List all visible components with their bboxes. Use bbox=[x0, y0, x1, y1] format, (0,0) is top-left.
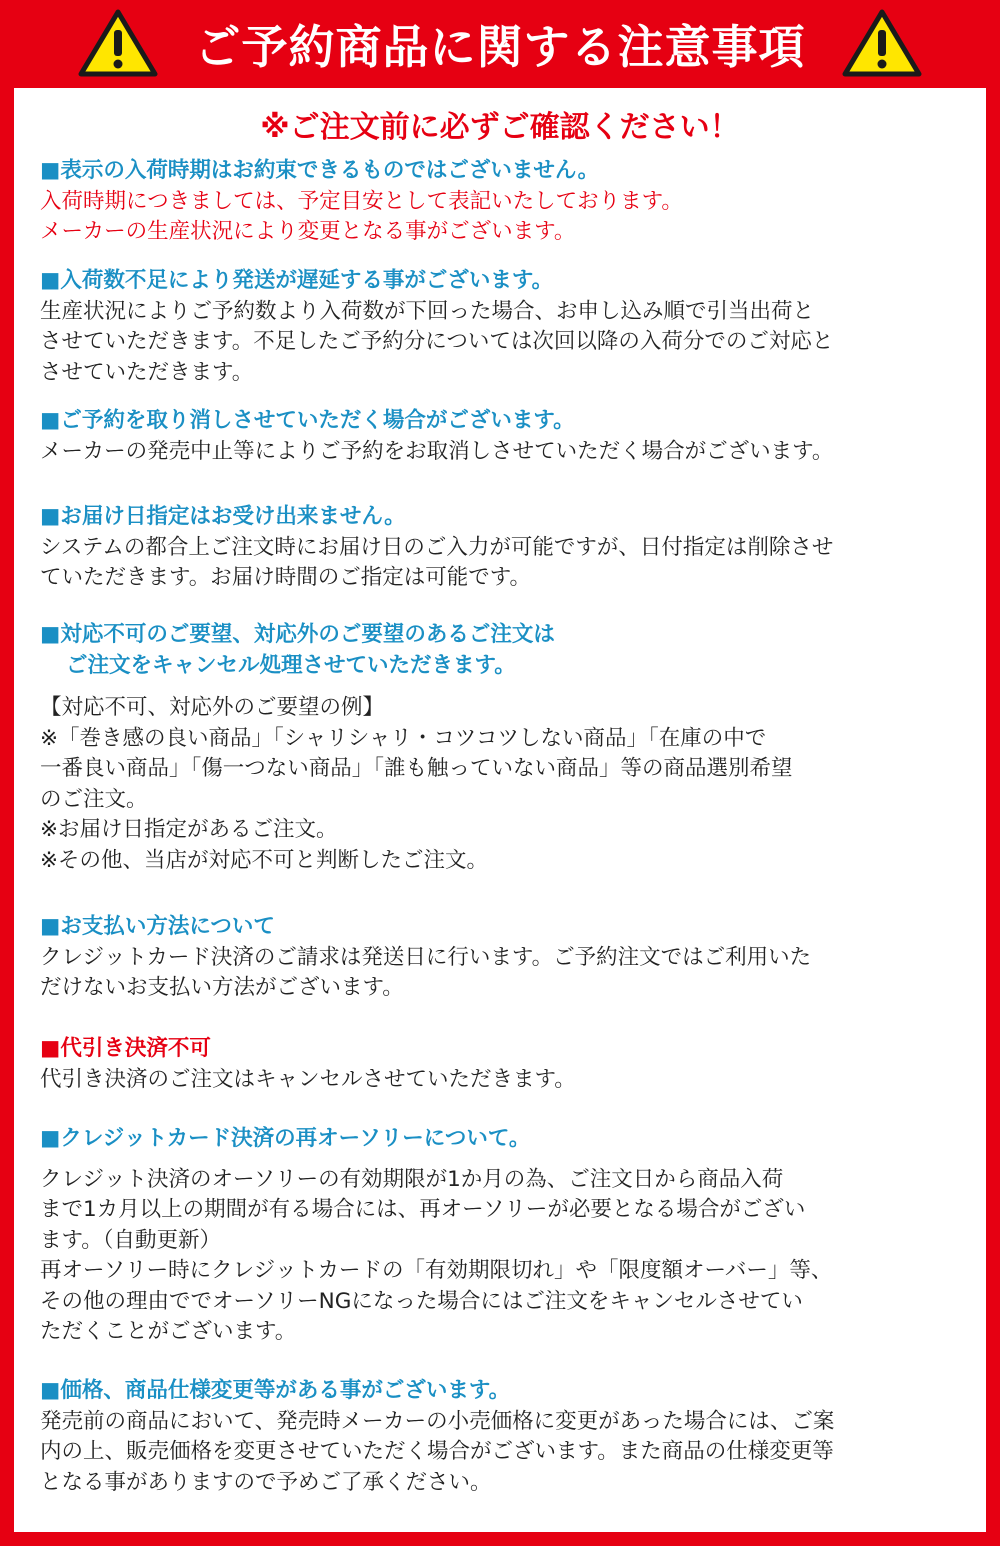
section-text: ※その他、当店が対応不可と判断したご注文。 bbox=[40, 847, 489, 873]
section-heading: ■価格、商品仕様変更等がある事がございます。 bbox=[40, 1378, 511, 1403]
header-banner bbox=[0, 0, 1000, 88]
section-text: 生産状況によりご予約数より入荷数が下回った場合、お申し込み順で引当出荷と bbox=[40, 298, 815, 324]
warning-triangle-icon bbox=[78, 8, 158, 78]
section-text: クレジット決済のオーソリーの有効期限が1か月の為、ご注文日から商品入荷 bbox=[40, 1166, 784, 1192]
section-heading: ■表示の入荷時期はお約束できるものではございません。 bbox=[40, 158, 600, 183]
section-heading: ■入荷数不足により発送が遅延する事がございます。 bbox=[40, 268, 554, 293]
section-text: ※「巻き感の良い商品」「シャリシャリ・コツコツしない商品」「在庫の中で bbox=[40, 725, 767, 751]
section-text: クレジットカード決済のご請求は発送日に行います。ご予約注文ではご利用いた bbox=[40, 944, 812, 970]
section-text: その他の理由ででオーソリーNGになった場合にはご注文をキャンセルさせてい bbox=[40, 1288, 803, 1314]
section-text: 代引き決済のご注文はキャンセルさせていただきます。 bbox=[40, 1066, 576, 1092]
warning-triangle-icon bbox=[842, 8, 922, 78]
section-heading: ■ご予約を取り消しさせていただく場合がございます。 bbox=[40, 408, 575, 433]
section-cod bbox=[40, 1034, 970, 1095]
section-heading: ■代引き決済不可 bbox=[40, 1036, 211, 1061]
content-panel bbox=[14, 88, 986, 1532]
section-heading: ■お届け日指定はお受け出来ません。 bbox=[40, 504, 406, 529]
section-text: メーカーの発売中止等によりご予約をお取消しさせていただく場合がございます。 bbox=[40, 438, 834, 464]
section-text: ていただきます。お届け時間のご指定は可能です。 bbox=[40, 565, 532, 590]
section-payment bbox=[40, 912, 970, 1004]
section-text: ます。（自動更新） bbox=[40, 1227, 222, 1253]
section-text: 一番良い商品」「傷一つない商品」「誰も触っていない商品」等の商品選別希望 bbox=[40, 756, 793, 781]
page-title: ご予約商品に関する注意事項 bbox=[194, 20, 806, 74]
section-shortage bbox=[40, 266, 970, 388]
section-text: となる事がありますので予めご了承ください。 bbox=[40, 1469, 492, 1495]
section-text: させていただきます。不足したご予約分については次回以降の入荷分でのご対応と bbox=[40, 329, 834, 354]
section-price bbox=[40, 1376, 970, 1498]
section-heading: ■お支払い方法について bbox=[40, 914, 275, 939]
confirm-notice: ※ご注文前に必ずご確認ください！ bbox=[260, 110, 740, 145]
section-text: のご注文。 bbox=[40, 786, 148, 812]
section-text: 発売前の商品において、発売時メーカーの小売価格に変更があった場合には、ご案 bbox=[40, 1408, 835, 1434]
section-arrival bbox=[40, 156, 970, 248]
section-text: システムの都合上ご注文時にお届け日のご入力が可能ですが、日付指定は削除させ bbox=[40, 534, 834, 560]
section-text: させていただきます。 bbox=[40, 359, 254, 385]
section-text: 内の上、販売価格を変更させていただく場合がございます。また商品の仕様変更等 bbox=[40, 1439, 834, 1464]
section-text: ※お届け日指定があるご注文。 bbox=[40, 817, 338, 842]
section-text: 【対応不可、対応外のご要望の例】 bbox=[40, 695, 385, 720]
section-requests bbox=[40, 620, 970, 876]
section-text: ただくことがございます。 bbox=[40, 1319, 297, 1344]
section-heading: ご注文をキャンセル処理させていただきます。 bbox=[66, 652, 516, 678]
section-cancel bbox=[40, 406, 970, 467]
section-text: 入荷時期につきましては、予定目安として表記いたしております。 bbox=[40, 188, 683, 214]
section-text: メーカーの生産状況により変更となる事がございます。 bbox=[40, 219, 576, 244]
section-heading: ■対応不可のご要望、対応外のご要望のあるご注文は bbox=[40, 622, 555, 647]
section-text: だけないお支払い方法がございます。 bbox=[40, 975, 404, 1000]
section-text: 再オーソリー時にクレジットカードの「有効期限切れ」や「限度額オーバー」等、 bbox=[40, 1258, 833, 1283]
section-heading: ■クレジットカード決済の再オーソリーについて。 bbox=[40, 1126, 531, 1151]
section-text: まで1カ月以上の期間が有る場合には、再オーソリーが必要となる場合がござい bbox=[40, 1197, 806, 1222]
section-delivery bbox=[40, 502, 970, 594]
section-reauth bbox=[40, 1124, 970, 1348]
